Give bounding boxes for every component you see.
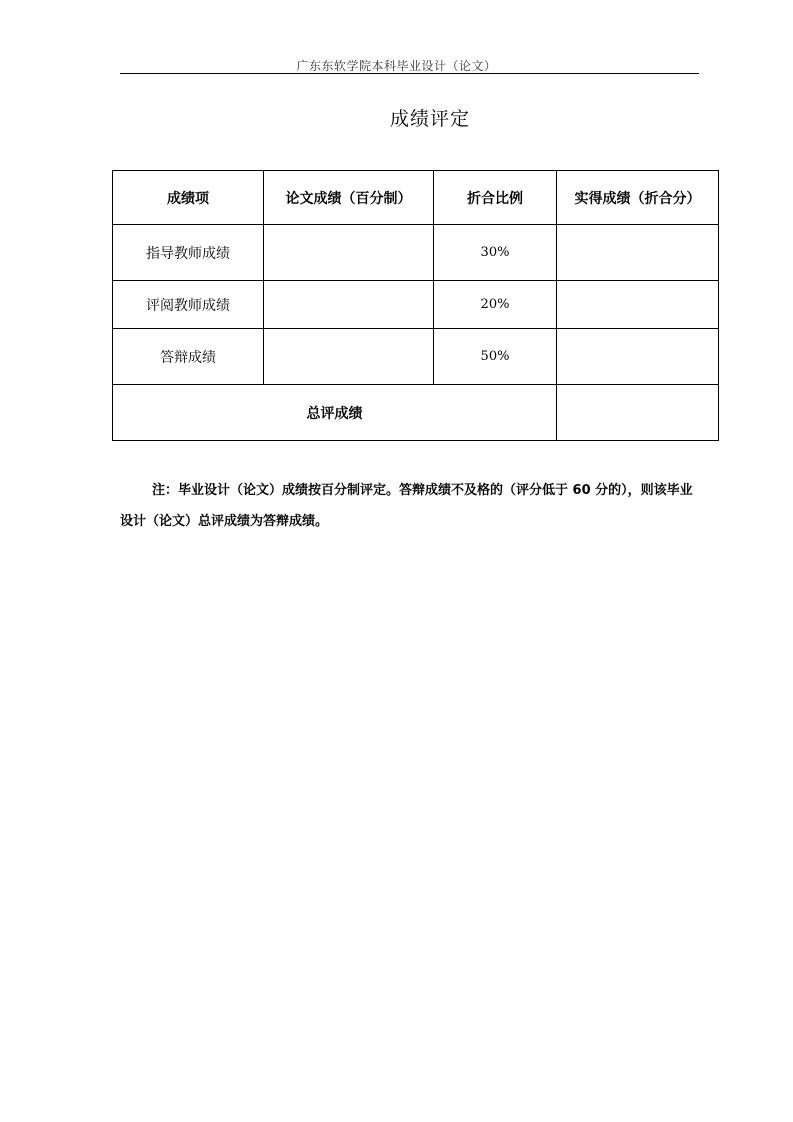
result-cell xyxy=(557,225,719,281)
header-paper-score: 论文成绩（百分制） xyxy=(264,171,434,225)
header-rule xyxy=(120,73,699,74)
table-row xyxy=(113,329,719,385)
table-row xyxy=(113,225,719,281)
row-label: 答辩成绩 xyxy=(113,329,264,385)
total-row xyxy=(113,385,719,441)
table-row xyxy=(113,281,719,329)
total-value xyxy=(557,385,719,441)
page-title: 成绩评定 xyxy=(389,108,470,130)
result-cell xyxy=(557,329,719,385)
row-label: 评阅教师成绩 xyxy=(113,281,264,329)
table-header-row xyxy=(113,171,719,225)
row-label: 指导教师成绩 xyxy=(113,225,264,281)
score-cell xyxy=(264,225,434,281)
ratio-cell: 20% xyxy=(434,281,557,329)
header-item: 成绩项 xyxy=(113,171,264,225)
grade-table xyxy=(112,170,719,441)
score-cell xyxy=(264,329,434,385)
score-cell xyxy=(264,281,434,329)
page-header: 广东东软学院本科毕业设计（论文） xyxy=(296,59,497,73)
header-converted-score: 实得成绩（折合分） xyxy=(557,171,719,225)
footnote: 注：毕业设计（论文）成绩按百分制评定。答辩成绩不及格的（评分低于 60 分的），则该毕业设计（论文）总评成绩为答辩成绩。 xyxy=(120,483,693,529)
header-ratio: 折合比例 xyxy=(434,171,557,225)
total-label: 总评成绩 xyxy=(113,385,557,441)
result-cell xyxy=(557,281,719,329)
ratio-cell: 30% xyxy=(434,225,557,281)
ratio-cell: 50% xyxy=(434,329,557,385)
